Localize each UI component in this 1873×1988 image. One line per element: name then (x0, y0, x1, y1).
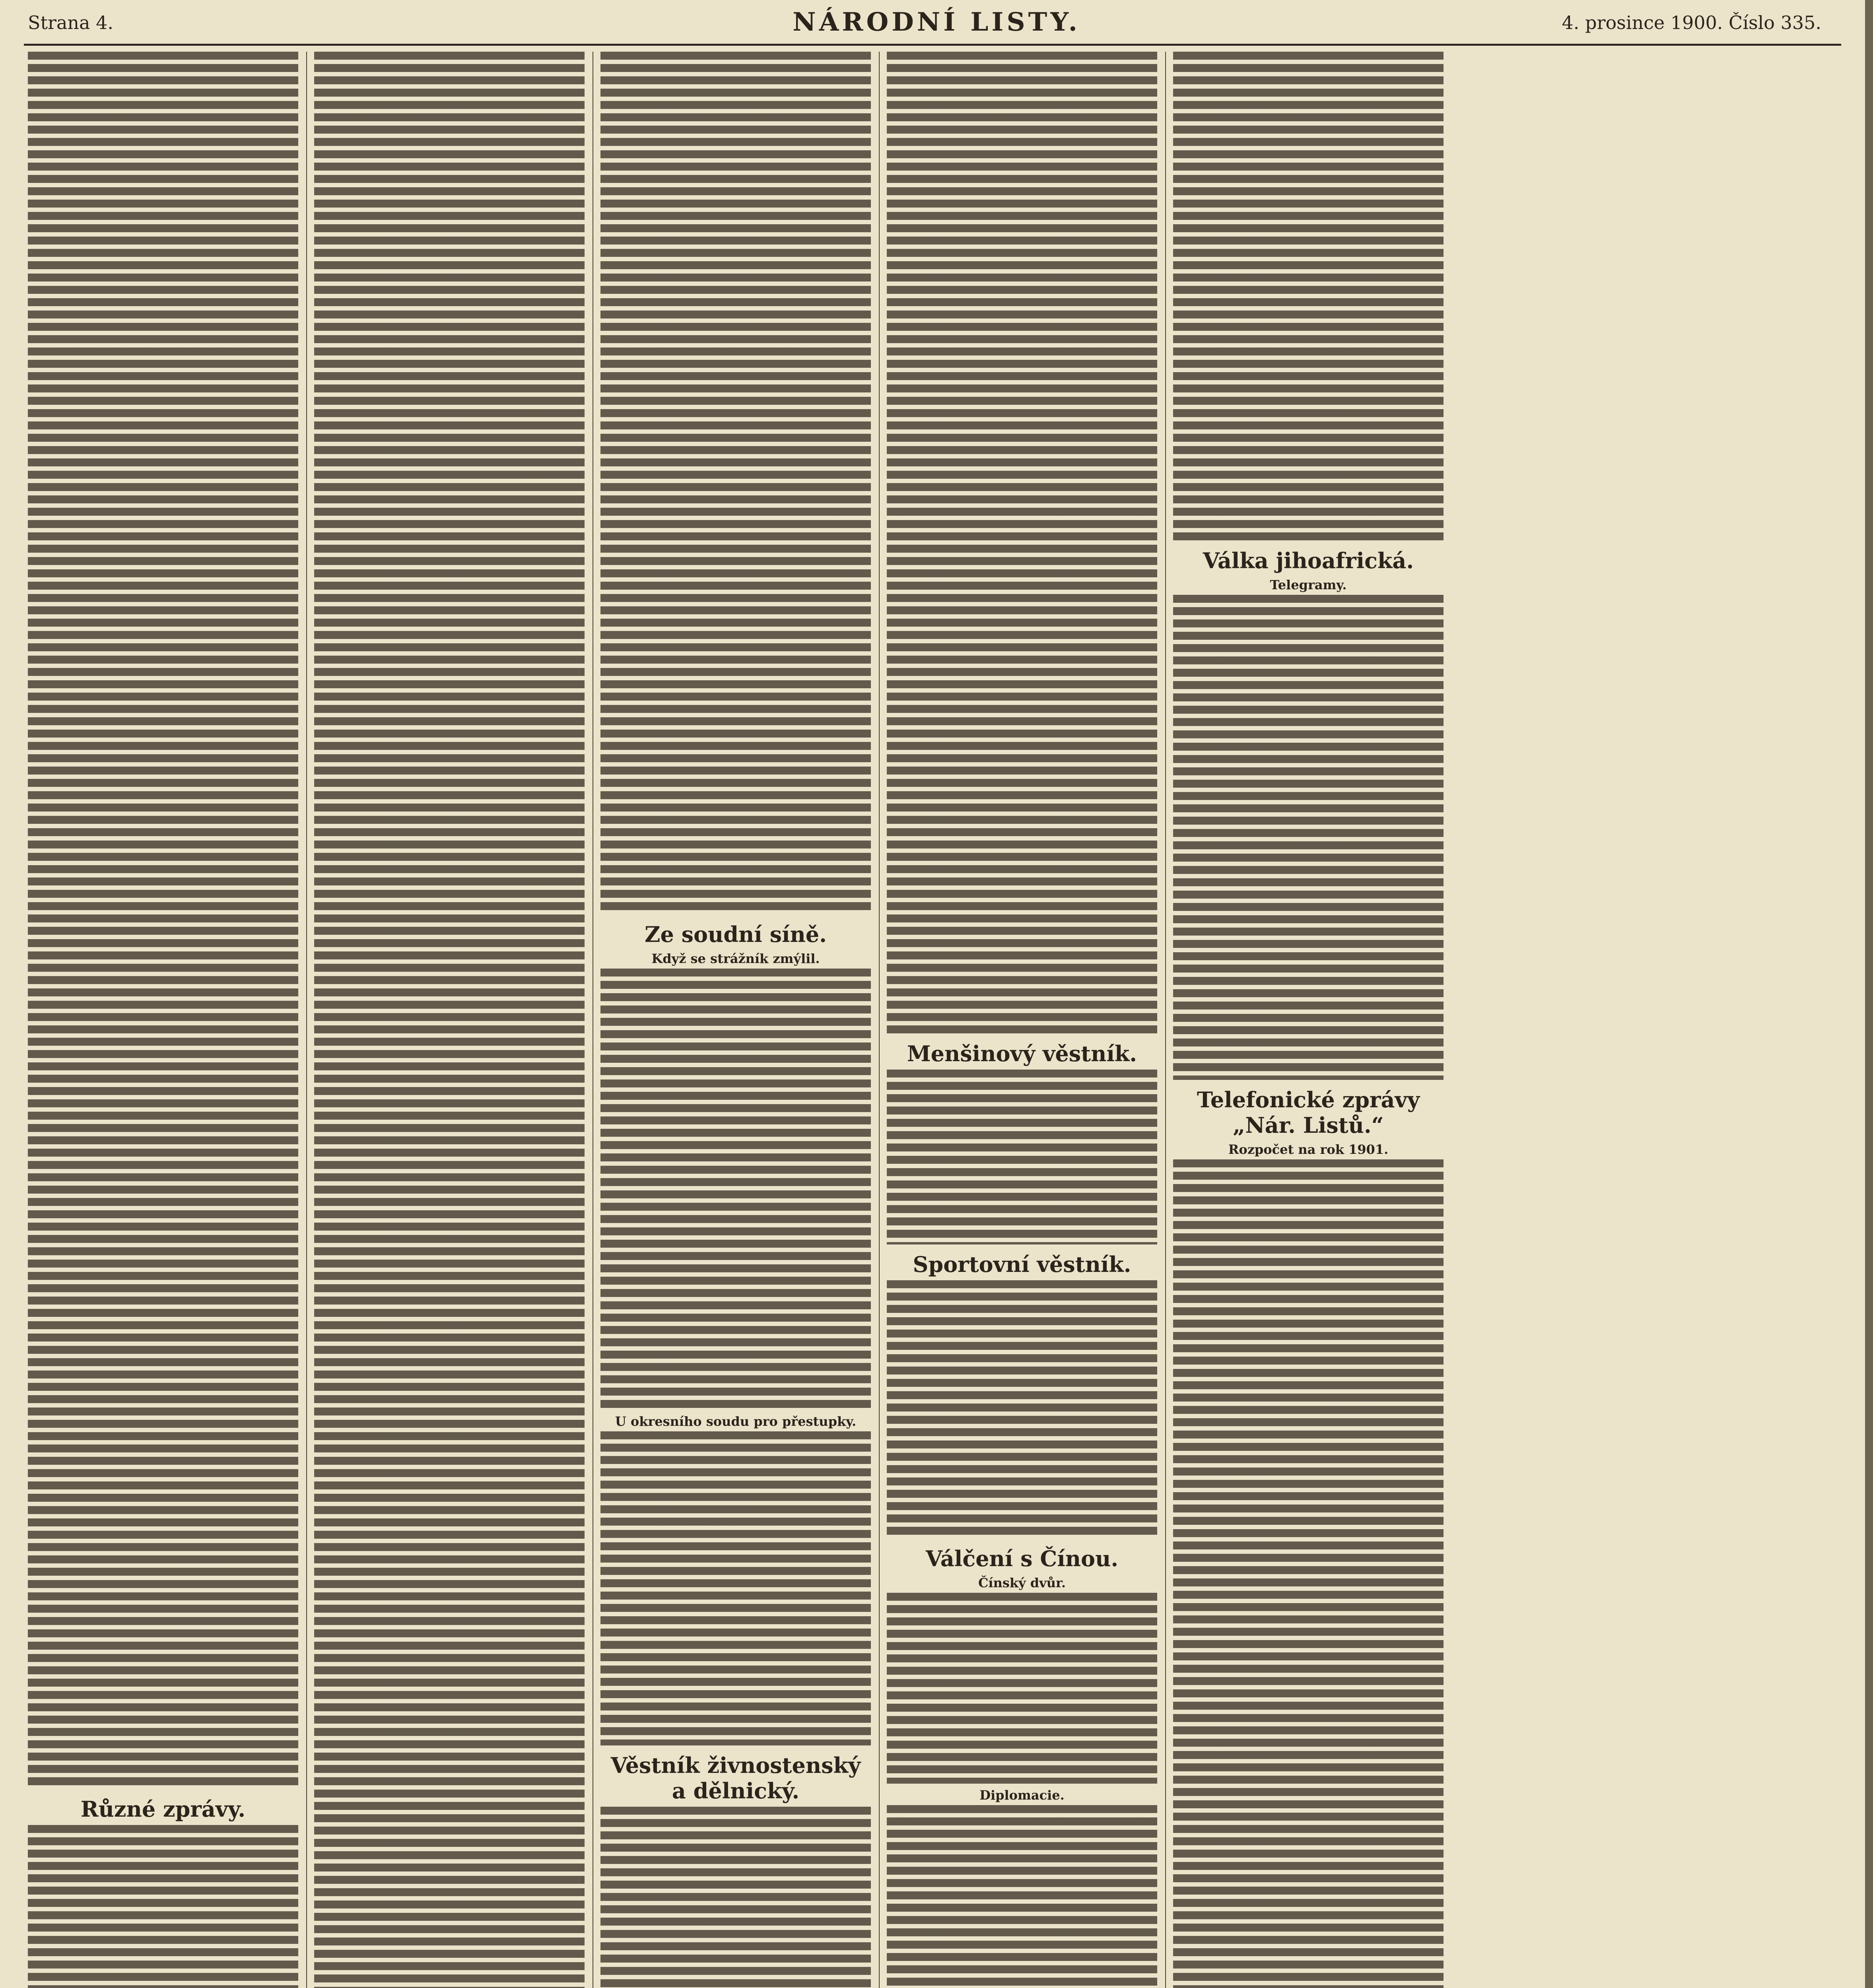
header-rule (24, 44, 1841, 46)
section-heading-telefonicke-zpravy: Telefonické zprávy „Nár. Listů.“ (1197, 1087, 1420, 1138)
column-divider (1165, 52, 1166, 1988)
article-text-block (1173, 1159, 1444, 1988)
section-heading-vestnik-zivnostensky: Věstník živnostenský a dělnický. (610, 1753, 861, 1804)
column-divider (879, 52, 880, 1988)
article-text-block (600, 1807, 871, 1988)
column-3 (600, 52, 871, 1988)
article-text-block (1173, 52, 1444, 541)
article-text-block (600, 1431, 871, 1745)
column-5 (1173, 52, 1444, 1988)
article-title-okresni-soud: U okresního soudu pro přestupky. (615, 1414, 857, 1429)
column-2 (314, 52, 585, 1988)
article-title-cinsky-dvur: Čínský dvůr. (978, 1575, 1066, 1590)
article-text-block (28, 52, 298, 1789)
section-heading-sportovni-vestnik: Sportovní věstník. (913, 1252, 1131, 1277)
page-number: Strana 4. (28, 12, 113, 33)
article-text-block (887, 52, 1157, 1034)
article-title-telegramy: Telegramy. (1270, 577, 1347, 592)
article-text-block (887, 1593, 1157, 1784)
article-text-block (1173, 595, 1444, 1080)
section-heading-valka-jihoafricka: Válka jihoafrická. (1203, 548, 1414, 573)
column-4 (887, 52, 1157, 1988)
article-text-block (28, 1825, 298, 1988)
article-text-block (314, 52, 585, 1988)
page-header (0, 0, 1873, 48)
section-heading-mensinovy-vestnik: Menšinový věstník. (907, 1041, 1137, 1066)
article-text-block (600, 52, 871, 914)
section-heading-ruzne-zpravy: Různé zprávy. (80, 1796, 246, 1822)
article-title-diplomacie: Diplomacie. (979, 1788, 1065, 1803)
article-title-rozpocet: Rozpočet na rok 1901. (1228, 1142, 1389, 1157)
column-1 (28, 52, 298, 1988)
article-text-block (887, 1070, 1157, 1244)
column-divider (306, 52, 307, 1988)
article-text-block (600, 969, 871, 1410)
article-text-block (887, 1805, 1157, 1988)
binding-gutter (1865, 0, 1873, 1988)
masthead-title: NÁRODNÍ LISTY. (793, 7, 1080, 37)
section-heading-ze-soudni-sine: Ze soudní síně. (645, 922, 827, 947)
issue-date: 4. prosince 1900. Číslo 335. (1562, 12, 1821, 33)
section-heading-valceni-s-cinou: Válčení s Čínou. (925, 1546, 1119, 1571)
article-title-strazknik: Když se strážník zmýlil. (651, 951, 820, 966)
article-text-block (887, 1280, 1157, 1539)
